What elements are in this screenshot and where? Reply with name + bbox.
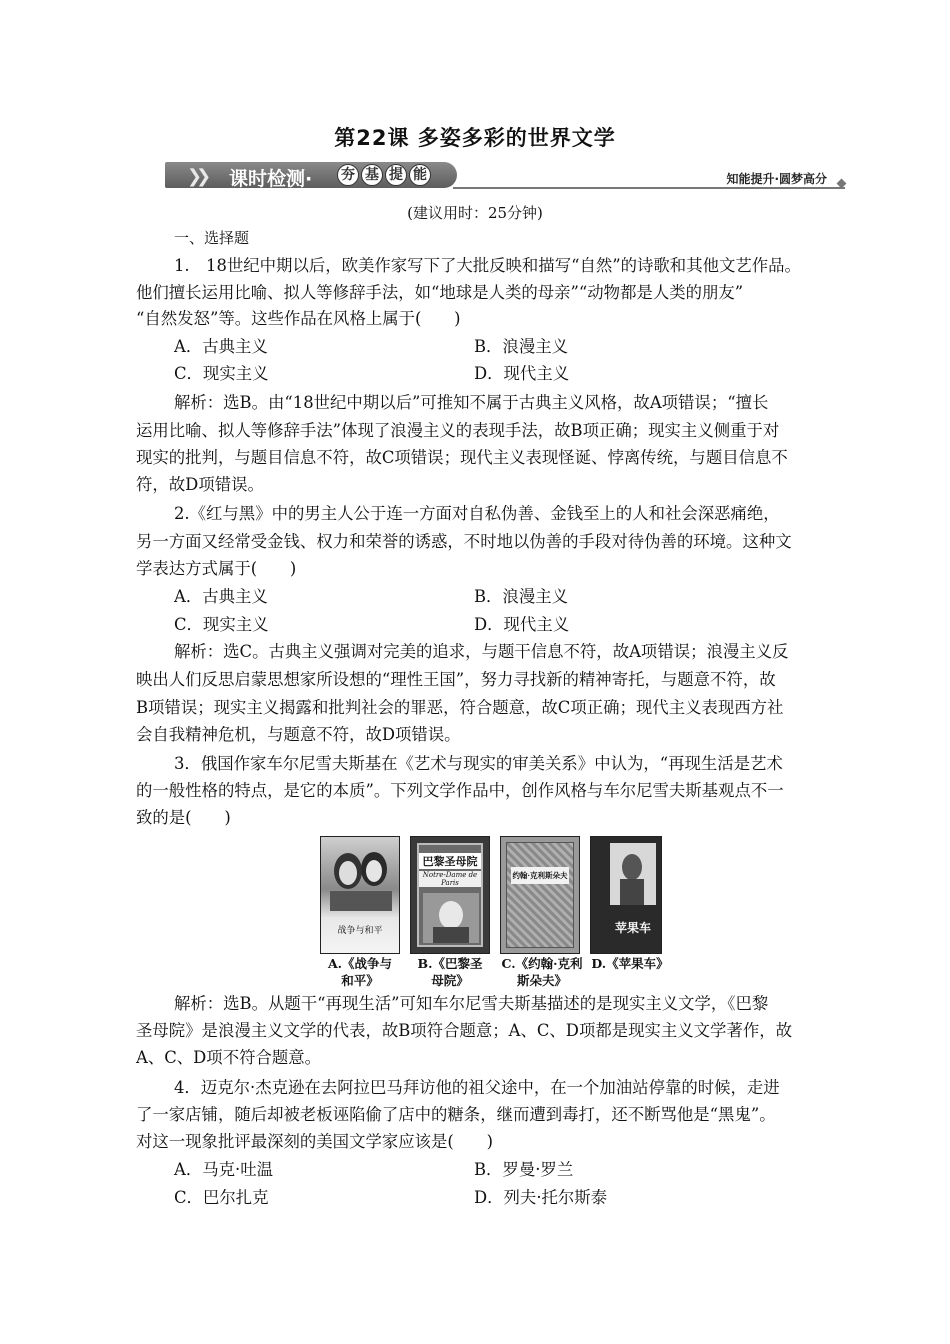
answer-1-line: 符，故D项错误。 (136, 475, 264, 494)
answer-3-line: A、C、D项不符合题意。 (136, 1048, 322, 1067)
cover-title: 苹果车 (614, 921, 651, 935)
banner-rule (453, 187, 845, 189)
question-4-line: 对这一现象批评最深刻的美国文学家应该是( ) (136, 1132, 493, 1151)
cover-label-c: C.《约翰·克利 斯朵夫》 (501, 956, 583, 988)
question-1-line: “自然发怒”等。这些作品在风格上属于( ) (136, 309, 461, 328)
cover-subtitle: Notre-Dame de Paris (419, 871, 481, 887)
cover-title: 约翰·克利斯朵夫 (511, 867, 569, 884)
option-d: D．现代主义 (474, 364, 570, 383)
answer-1-line: 解析：选B。由“18世纪中期以后”可推知不属于古典主义风格，故A项错误；“擅长 (174, 393, 769, 412)
option-d: D．现代主义 (474, 615, 570, 634)
question-1-line: 1. 18世纪中期以后，欧美作家写下了大批反映和描写“自然”的诗歌和其他文艺作品。 (174, 256, 801, 275)
banner-tag: 基 (361, 164, 383, 186)
cover-title: 巴黎圣母院 (419, 853, 481, 869)
banner-label: 课时检测· (229, 168, 313, 190)
portrait-image (592, 843, 662, 907)
question-4-line: 4．迈克尔·杰克逊在去阿拉巴马拜访他的祖父途中，在一个加油站停靠的时候，走进 (174, 1078, 780, 1097)
double-chevron-icon: ❯❯ (187, 166, 206, 187)
answer-3-line: 解析：选B。从题干“再现生活”可知车尔尼雪夫斯基描述的是现实主义文学，《巴黎 (174, 994, 769, 1013)
answer-2-line: 解析：选C。古典主义强调对完美的追求，与题干信息不符，故A项错误；浪漫主义反 (174, 642, 789, 661)
option-c: C．巴尔扎克 (174, 1188, 269, 1207)
cover-notre-dame (410, 836, 490, 954)
question-4-line: 了一家店铺，随后却被老板诬陷偷了店中的糖条，继而遭到毒打，还不断骂他是“黑鬼”。 (136, 1105, 776, 1124)
page-title: 第22课 多姿多彩的世界文学 (334, 126, 616, 150)
option-a: A．古典主义 (174, 587, 268, 606)
cover-jean-christophe (500, 836, 580, 954)
cover-label-d: D.《苹果车》 (591, 956, 669, 971)
question-2-line: 另一方面又经常受金钱、权力和荣誉的诱惑，不时地以伪善的手段对待伪善的环境。这种文 (136, 532, 792, 551)
answer-1-line: 现实的批判，与题目信息不符，故C项错误；现代主义表现怪诞、悖离传统，与题目信息不 (136, 448, 788, 467)
option-c: C．现实主义 (174, 364, 269, 383)
option-b: B．浪漫主义 (474, 587, 568, 606)
question-3-line: 致的是( ) (136, 808, 231, 827)
banner-tag: 提 (385, 164, 407, 186)
book-covers (320, 836, 662, 954)
question-2-line: 学表达方式属于( ) (136, 559, 297, 578)
banner-slogan: 知能提升·圆梦高分 (726, 172, 827, 186)
option-b: B．浪漫主义 (474, 337, 568, 356)
section-banner (165, 160, 845, 192)
cover-label-b: B.《巴黎圣 母院》 (417, 956, 483, 988)
banner-bar (165, 162, 457, 188)
question-2-line: 2.《红与黑》中的男主人公于连一方面对自私伪善、金钱至上的人和社会深恶痛绝， (174, 504, 780, 523)
question-1-line: 他们擅长运用比喻、拟人等修辞手法，如“地球是人类的母亲”“动物都是人类的朋友” (136, 283, 744, 302)
time-note: (建议用时：25分钟) (407, 204, 543, 222)
answer-3-line: 圣母院》是浪漫主义文学的代表，故B项符合题意；A、C、D项都是现实主义文学著作，故 (136, 1021, 793, 1040)
option-d: D．列夫·托尔斯泰 (474, 1188, 608, 1207)
question-3-line: 的一般性格的特点，是它的本质”。下列文学作品中，创作风格与车尔尼雪夫斯基观点不一 (136, 781, 784, 800)
illustration-image (423, 893, 479, 943)
banner-tag: 能 (409, 164, 431, 186)
option-b: B．罗曼·罗兰 (474, 1160, 574, 1179)
section-title: 一、选择题 (174, 229, 250, 247)
banner-tag: 夯 (337, 164, 359, 186)
cover-war-and-peace (320, 836, 400, 954)
cover-title: 战争与和平 (337, 926, 383, 936)
option-a: A．马克·吐温 (174, 1160, 273, 1179)
answer-2-line: B项错误；现实主义揭露和批判社会的罪恶，符合题意，故C项正确；现代主义表现西方社 (136, 698, 784, 717)
answer-1-line: 运用比喻、拟人等修辞手法”体现了浪漫主义的表现手法，故B项正确；现实主义侧重于对 (136, 421, 780, 440)
option-c: C．现实主义 (174, 615, 269, 634)
answer-2-line: 映出人们反思启蒙思想家所设想的“理性王国”，努力寻找新的精神寄托，与题意不符，故 (136, 670, 776, 689)
cover-apple-cart (590, 836, 662, 954)
cover-label-a: A.《战争与 和平》 (327, 956, 393, 988)
question-3-line: 3．俄国作家车尔尼雪夫斯基在《艺术与现实的审美关系》中认为，“再现生活是艺术 (174, 754, 783, 773)
option-a: A．古典主义 (174, 337, 268, 356)
banner-tags (337, 164, 431, 186)
answer-2-line: 会自我精神危机，与题意不符，故D项错误。 (136, 725, 461, 744)
portrait-image (322, 841, 400, 911)
